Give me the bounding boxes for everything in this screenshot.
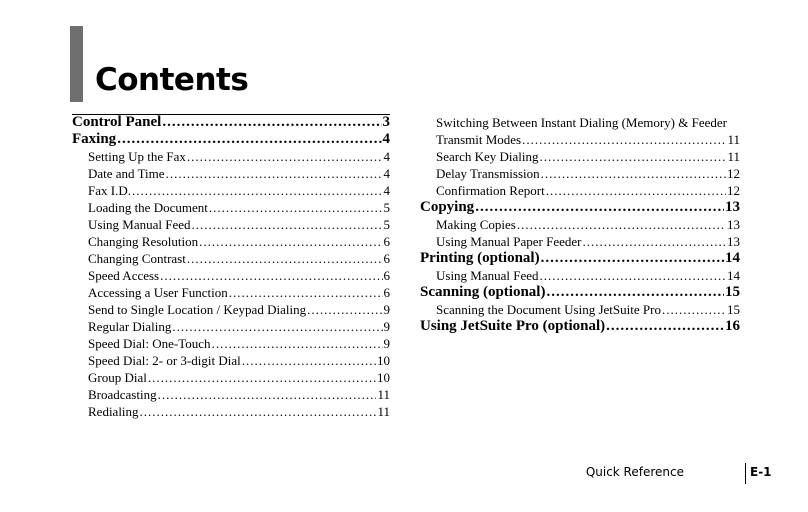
toc-section[interactable] — [420, 250, 740, 267]
leader-dots — [160, 267, 382, 284]
leader-dots — [148, 369, 376, 386]
leader-dots — [229, 284, 383, 301]
leader-dots — [209, 199, 383, 216]
toc-entry[interactable] — [72, 216, 390, 233]
toc-page-number: 11 — [377, 404, 390, 419]
toc-label: Copying — [420, 199, 475, 215]
leader-dots — [475, 199, 724, 216]
toc-entry[interactable] — [72, 284, 390, 301]
toc-entry[interactable] — [420, 148, 740, 165]
toc-page-number: 9 — [383, 336, 390, 351]
leader-dots — [546, 182, 726, 199]
toc-label: Faxing — [72, 131, 117, 147]
leader-dots — [540, 267, 726, 284]
toc-entry[interactable] — [72, 233, 390, 250]
toc-page-number: 14 — [727, 268, 740, 283]
toc-label: Delay Transmission — [436, 166, 540, 181]
toc-label: Loading the Document — [88, 200, 208, 215]
toc-entry[interactable] — [420, 131, 740, 148]
toc-label: Regular Dialing — [88, 319, 172, 334]
toc-page-number: 9 — [383, 302, 390, 317]
toc-label: Scanning the Document Using JetSuite Pro — [436, 302, 661, 317]
toc-entry[interactable] — [420, 165, 740, 182]
toc-label: Using Manual Feed — [88, 217, 191, 232]
toc-page-number: 14 — [725, 250, 740, 266]
toc-page-number: 9 — [383, 319, 390, 334]
toc-page-number: 13 — [725, 199, 740, 215]
leader-dots — [583, 233, 727, 250]
toc-entry[interactable] — [72, 386, 390, 403]
toc-section[interactable] — [420, 318, 740, 335]
leader-dots — [541, 250, 724, 267]
toc-page-number: 16 — [725, 318, 740, 334]
toc-page-number: 10 — [377, 353, 390, 368]
toc-page-number: 12 — [727, 183, 740, 198]
toc-page-number: 4 — [383, 149, 390, 164]
toc-label: Redialing — [88, 404, 139, 419]
toc-label: Speed Dial: 2- or 3-digit Dial — [88, 353, 241, 368]
toc-entry[interactable] — [72, 301, 390, 318]
toc-right-column — [420, 114, 740, 335]
toc-page-number: 6 — [383, 285, 390, 300]
leader-dots — [522, 131, 726, 148]
toc-page-number: 6 — [383, 251, 390, 266]
toc-entry[interactable] — [72, 335, 390, 352]
leader-dots — [242, 352, 376, 369]
page-footer — [585, 463, 772, 481]
toc-label: Send to Single Location / Keypad Dialing — [88, 302, 307, 317]
toc-label: Search Key Dialing — [436, 149, 539, 164]
toc-entry[interactable] — [72, 369, 390, 386]
toc-page-number: 5 — [383, 217, 390, 232]
toc-page-number: 15 — [727, 302, 740, 317]
toc-entry[interactable] — [420, 301, 740, 318]
leader-dots — [172, 318, 382, 335]
toc-entry[interactable] — [420, 233, 740, 250]
footer-divider — [745, 463, 746, 484]
toc-page-number: 11 — [727, 149, 740, 164]
toc-entry[interactable] — [72, 318, 390, 335]
leader-dots — [546, 284, 724, 301]
leader-dots — [192, 216, 383, 233]
toc-page-number: 10 — [377, 370, 390, 385]
toc-page-number: 11 — [727, 132, 740, 147]
toc-label: Setting Up the Fax — [88, 149, 186, 164]
toc-entry[interactable] — [72, 165, 390, 182]
toc-entry[interactable] — [72, 403, 390, 420]
toc-entry[interactable] — [420, 182, 740, 199]
toc-label: Group Dial — [88, 370, 147, 385]
toc-left-column — [72, 114, 390, 420]
leader-dots — [540, 148, 727, 165]
toc-page-number: 15 — [725, 284, 740, 300]
footer-page-number: E-1 — [750, 465, 772, 479]
leader-dots — [140, 403, 377, 420]
toc-entry-continued: Switching Between Instant Dialing (Memory) & Feeder — [436, 115, 727, 130]
toc-entry[interactable] — [72, 352, 390, 369]
leader-dots — [606, 318, 724, 335]
toc-label: Speed Access — [88, 268, 160, 283]
toc-section[interactable] — [72, 131, 390, 148]
toc-page-number: 6 — [383, 234, 390, 249]
toc-entry[interactable] — [72, 267, 390, 284]
toc-label: Accessing a User Function — [88, 285, 228, 300]
toc-page-number: 13 — [727, 217, 740, 232]
toc-page-number: 6 — [383, 268, 390, 283]
toc-entry[interactable] — [72, 182, 390, 199]
toc-label: Speed Dial: One-Touch — [88, 336, 211, 351]
leader-dots — [517, 216, 726, 233]
leader-dots — [541, 165, 726, 182]
leader-dots — [212, 335, 383, 352]
toc-label: Broadcasting — [88, 387, 157, 402]
leader-dots — [187, 148, 383, 165]
toc-entry[interactable] — [72, 250, 390, 267]
toc-label: Using Manual Feed — [436, 268, 539, 283]
leader-dots — [158, 386, 377, 403]
toc-label: Control Panel — [72, 114, 162, 130]
toc-label: Scanning (optional) — [420, 284, 546, 300]
leader-dots — [132, 182, 383, 199]
toc-page-number: 4 — [383, 166, 390, 181]
toc-entry[interactable] — [72, 148, 390, 165]
leader-dots — [166, 165, 383, 182]
toc-page-number: 13 — [727, 234, 740, 249]
toc-entry[interactable] — [420, 267, 740, 284]
toc-section[interactable] — [72, 114, 390, 131]
leader-dots — [187, 250, 383, 267]
toc-page-number: 4 — [382, 131, 390, 147]
toc-label: Changing Resolution — [88, 234, 199, 249]
toc-label: Making Copies — [436, 217, 516, 232]
page-title: Contents — [95, 62, 249, 98]
footer-section-name: Quick Reference — [585, 465, 684, 479]
toc-page-number: 4 — [383, 183, 390, 198]
toc-page-number: 3 — [382, 114, 390, 130]
toc-label: Using JetSuite Pro (optional) — [420, 318, 606, 334]
toc-label: Fax I.D. — [88, 183, 131, 198]
toc-label: Using Manual Paper Feeder — [436, 234, 582, 249]
toc-section[interactable] — [420, 284, 740, 301]
leader-dots — [117, 131, 381, 148]
toc-label: Confirmation Report — [436, 183, 545, 198]
toc-page-number: 11 — [377, 387, 390, 402]
leader-dots — [662, 301, 726, 318]
toc-label: Printing (optional) — [420, 250, 540, 266]
leader-dots — [199, 233, 382, 250]
toc-label: Transmit Modes — [436, 132, 522, 147]
toc-entry[interactable] — [420, 216, 740, 233]
toc-entry[interactable] — [72, 199, 390, 216]
toc-label: Date and Time — [88, 166, 165, 181]
leader-dots — [162, 114, 381, 131]
toc-page-number: 12 — [727, 166, 740, 181]
toc-section[interactable] — [420, 199, 740, 216]
leader-dots — [307, 301, 382, 318]
title-accent-bar — [70, 26, 83, 102]
toc-page-number: 5 — [383, 200, 390, 215]
toc-label: Changing Contrast — [88, 251, 186, 266]
